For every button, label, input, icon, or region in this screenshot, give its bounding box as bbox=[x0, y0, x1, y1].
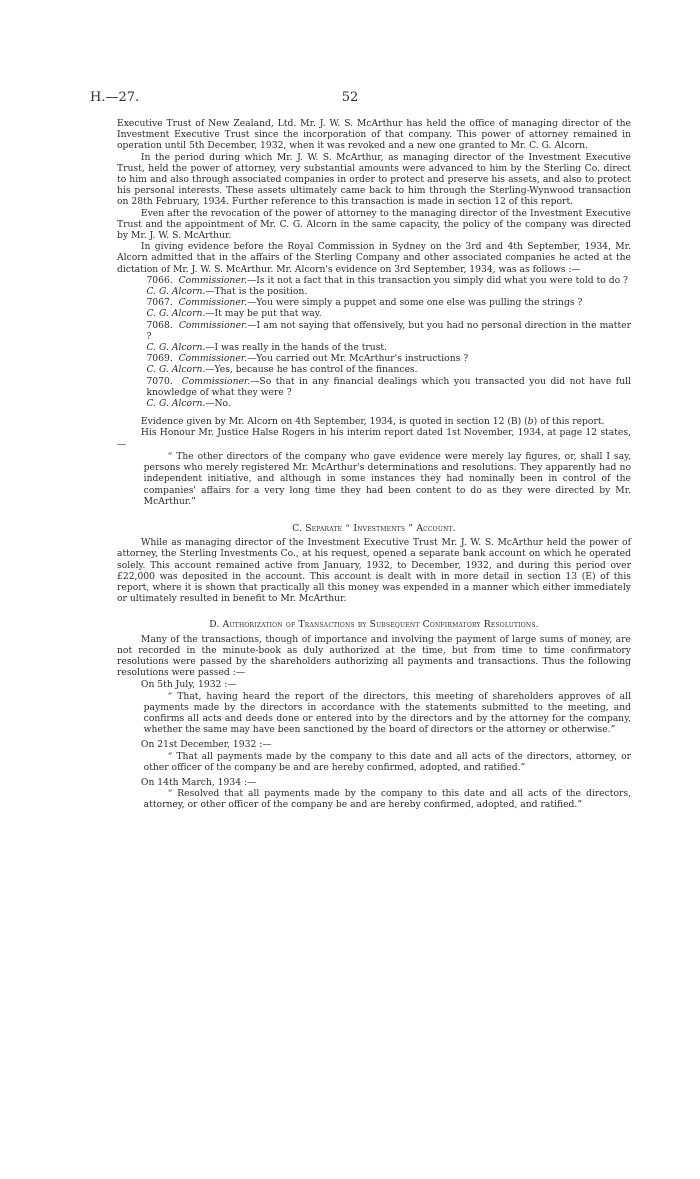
resolution-date: On 5th July, 1932 :— bbox=[140, 679, 237, 691]
evidence-line: C. G. Alcorn.—Yes, because he has control of the finances. bbox=[146, 364, 418, 376]
section-heading: C. Separate “ Investments ” Account. bbox=[292, 522, 456, 534]
evidence-transcript bbox=[117, 275, 631, 409]
evidence-line: C. G. Alcorn.—I was really in the hands of the trust. bbox=[146, 342, 388, 354]
evidence-line: C. G. Alcorn.—It may be put that way. bbox=[146, 308, 322, 320]
evidence-line: 7069. Commissioner.—You carried out Mr. McArthur's instructions ? bbox=[146, 353, 469, 365]
evidence-line: C. G. Alcorn.—That is the position. bbox=[146, 286, 308, 298]
resolution-text: “ Resolved that all payments made by the company to this date and all acts of the directors, attorney, or other officer of the company be and are hereby confirmed, adopted, and ratified.” bbox=[143, 788, 631, 811]
page-header bbox=[90, 90, 610, 110]
section-heading: D. Authorization of Transactions by Subsequent Confirmatory Resolutions. bbox=[209, 619, 539, 631]
paragraph: In giving evidence before the Royal Commission in Sydney on the 3rd and 4th September, 1934, Mr. Alcorn admitted that in the affairs of the Sterling Company and other associated companies he acted at the dictation of Mr. J. W. S. McArthur. Mr. Alcorn's evidence on 3rd September, 1934, was as follows :— bbox=[117, 241, 631, 275]
paragraph: Evidence given by Mr. Alcorn on 4th September, 1934, is quoted in section 12 (B) (b) of this report. bbox=[140, 416, 605, 428]
evidence-line: 7068. Commissioner.—I am not saying that offensively, but you had no personal direction in the matter ? bbox=[146, 319, 631, 342]
evidence-line: C. G. Alcorn.—No. bbox=[146, 398, 231, 410]
paragraph: Many of the transactions, though of importance and involving the payment of large sums of money, are not recorded in the minute-book as duly authorized at the time, but from time to time confirmatory resolutions were passed by the shareholders authorizing all payments and transactions. Thus the following resolutions were passed :— bbox=[117, 633, 631, 679]
block-quote: “ The other directors of the company who gave evidence were merely lay figures, or, shall I say, persons who merely registered Mr. McArthur's determinations and resolutions. They apparently had no independent initiative, and although in some instances they had nominally been in control of the companies' affairs for a very long time they had been content to do as they were directed by Mr. McArthur.” bbox=[143, 450, 631, 507]
paragraph: In the period during which Mr. J. W. S. McArthur, as managing director of the Investment Executive Trust, held the power of attorney, very substantial amounts were advanced to him by the Sterling Co. direct to him and also through associated companies in order to protect and preserve his assets, and also to protect his personal interests. These assets ultimately came back to him through the Sterling-Wynwood transaction on 28th February, 1934. Further reference to this transaction is made in section 12 of this report. bbox=[117, 151, 631, 208]
resolution-text: “ That all payments made by the company to this date and all acts of the directors, attorney, or other officer of the company be and are hereby confirmed, adopted, and ratified.” bbox=[143, 750, 631, 773]
resolution-text: “ That, having heard the report of the directors, this meeting of shareholders approves of all payments made by the directors in accordance with the statements submitted to the meeting, and confirms all acts and deeds done or entered into by the directors and by the attorney for the company, whether the same may have been sanctioned by the board of directors or the attorney or otherwise.” bbox=[143, 690, 631, 736]
paragraph: Executive Trust of New Zealand, Ltd. Mr. J. W. S. McArthur has held the office of managing director of the Investment Executive Trust since the incorporation of that company. This power of attorney remained in operation until 5th December, 1932, when it was revoked and a new one granted to Mr. C. G. Alcorn. bbox=[117, 118, 631, 152]
paragraph: His Honour Mr. Justice Halse Rogers in his interim report dated 1st November, 1934, at page 12 states,— bbox=[117, 427, 631, 450]
paragraph: While as managing director of the Investment Executive Trust Mr. J. W. S. McArthur held the power of attorney, the Sterling Investments Co., at his request, opened a separate bank account on which he operated solely. This account remained active from January, 1932, to December, 1932, and during this period over £22,000 was deposited in the account. This account is dealt with in more detail in section 13 (E) of this report, where it is shown that practically all this money was expended in a manner which either immediately or ultimately resulted in benefit to Mr. McArthur. bbox=[117, 537, 631, 605]
evidence-line: 7066. Commissioner.—Is it not a fact that in this transaction you simply did what you were told to do ? bbox=[146, 274, 628, 286]
document-reference: H.—27. bbox=[90, 90, 140, 105]
body-text bbox=[117, 118, 631, 811]
resolution-date: On 21st December, 1932 :— bbox=[140, 739, 272, 751]
page-number: 52 bbox=[341, 90, 359, 105]
evidence-line: 7070. Commissioner.—So that in any financial dealings which you transacted you did not have full knowledge of what they were ? bbox=[146, 375, 631, 398]
paragraph: Even after the revocation of the power of attorney to the managing director of the Investment Executive Trust and the appointment of Mr. C. G. Alcorn in the same capacity, the policy of the company was directed by Mr. J. W. S. McArthur. bbox=[117, 207, 631, 242]
resolutions-list bbox=[117, 679, 631, 810]
evidence-line: 7067. Commissioner.—You were simply a puppet and some one else was pulling the strings ? bbox=[146, 297, 583, 309]
resolution-date: On 14th March, 1934 :— bbox=[140, 776, 257, 788]
